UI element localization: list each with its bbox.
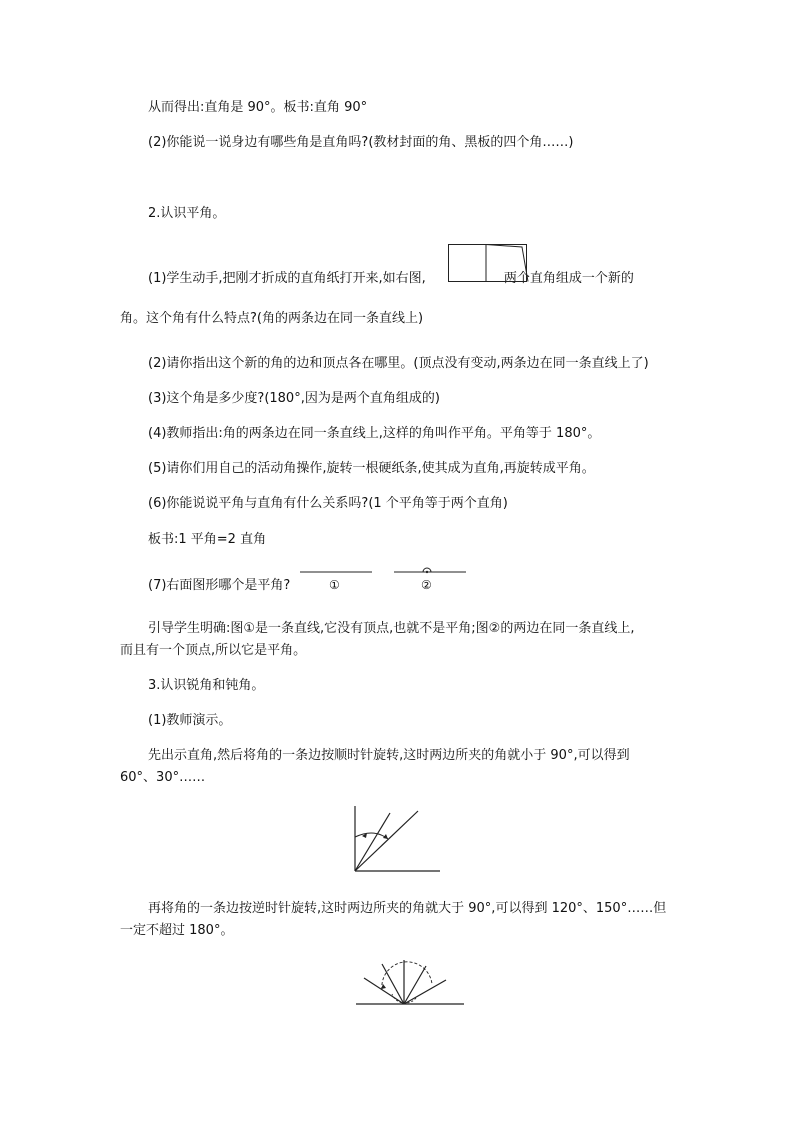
- text-line-4a: (1)学生动手,把刚才折成的直角纸打开来,如右图,: [148, 271, 426, 286]
- figure-label-one: ①: [329, 578, 340, 592]
- acute-angle-rotation-figure: [350, 803, 442, 875]
- figure-label-two: ②: [421, 578, 432, 592]
- text-line-1: 从而得出:直角是 90°。板书:直角 90°: [148, 100, 368, 115]
- text-line-20: 一定不超过 180°。: [120, 923, 234, 938]
- text-line-18: 60°、30°……: [120, 770, 206, 785]
- text-line-6: (2)请你指出这个新的角的边和顶点各在哪里。(顶点没有变动,两条边在同一条直线上了): [148, 356, 649, 371]
- folded-paper-figure: [448, 244, 530, 284]
- line-figure-one: [300, 566, 374, 576]
- text-line-19: 再将角的一条边按逆时针旋转,这时两边所夹的角就大于 90°,可以得到 120°、150°……但: [148, 901, 667, 916]
- section-heading-acute-obtuse: 3.认识锐角和钝角。: [148, 678, 265, 693]
- text-line-5: 角。这个角有什么特点?(角的两条边在同一条直线上): [120, 311, 424, 326]
- text-line-8: (4)教师指出:角的两条边在同一条直线上,这样的角叫作平角。平角等于 180°。: [148, 426, 601, 441]
- section-heading-straight-angle: 2.认识平角。: [148, 206, 226, 221]
- obtuse-angle-rotation-figure: [354, 954, 466, 1010]
- board-note: 板书:1 平角=2 直角: [148, 532, 267, 547]
- text-line-2: (2)你能说一说身边有哪些角是直角吗?(教材封面的角、黑板的四个角……): [148, 135, 574, 150]
- text-line-16: (1)教师演示。: [148, 713, 232, 728]
- text-line-10: (6)你能说说平角与直角有什么关系吗?(1 个平角等于两个直角): [148, 496, 508, 511]
- text-line-9: (5)请你们用自己的活动角操作,旋转一根硬纸条,使其成为直角,再旋转成平角。: [148, 461, 595, 476]
- text-line-13: 引导学生明确:图①是一条直线,它没有顶点,也就不是平角;图②的两边在同一条直线上,: [148, 621, 635, 636]
- text-line-12: (7)右面图形哪个是平角?: [148, 578, 291, 593]
- text-line-4: [148, 271, 634, 287]
- text-line-14: 而且有一个顶点,所以它是平角。: [120, 643, 307, 658]
- text-line-17: 先出示直角,然后将角的一条边按顺时针旋转,这时两边所夹的角就小于 90°,可以得到: [148, 748, 630, 763]
- text-line-4b: 两个直角组成一个新的: [503, 271, 634, 286]
- straight-angle-figure-two: [394, 562, 468, 576]
- text-line-7: (3)这个角是多少度?(180°,因为是两个直角组成的): [148, 391, 440, 406]
